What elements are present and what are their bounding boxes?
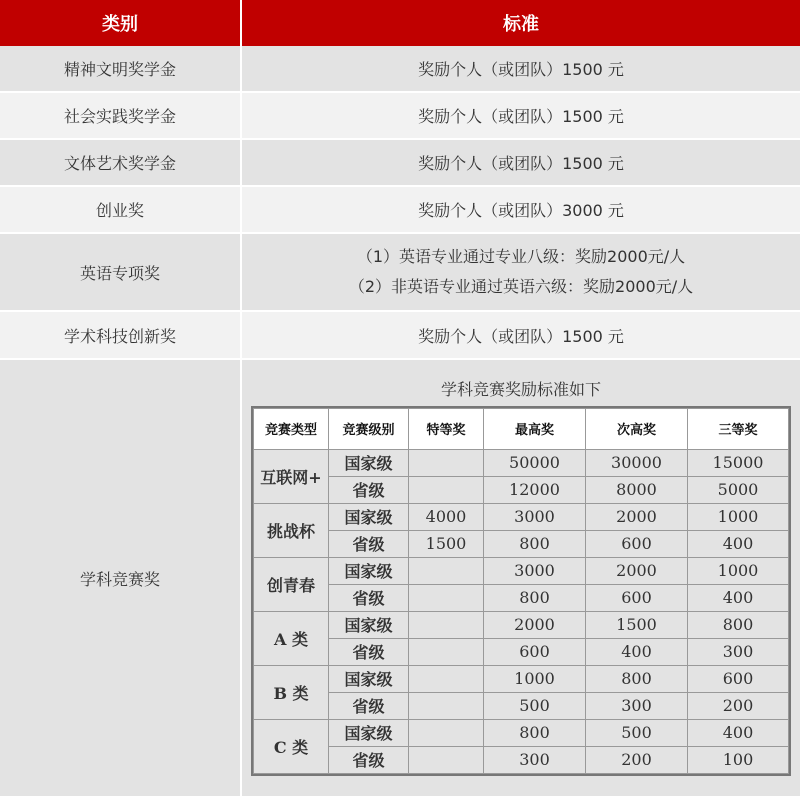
third-prize-cell: 1000: [688, 503, 789, 530]
competition-row: [254, 719, 789, 746]
competition-type-cell: 互联网+: [254, 449, 329, 503]
special-cell: [409, 476, 484, 503]
third-prize-cell: 15000: [688, 449, 789, 476]
header-standard: 标准: [241, 0, 800, 46]
table-row: [0, 359, 800, 797]
level-cell: 国家级: [329, 503, 409, 530]
special-cell: 1500: [409, 530, 484, 557]
competition-row: [254, 638, 789, 665]
standard-line: （2）非英语专业通过英语六级：奖励2000元/人: [348, 277, 694, 296]
special-cell: [409, 692, 484, 719]
competition-row: [254, 611, 789, 638]
col-header-top: 最高奖: [484, 408, 586, 449]
third-prize-cell: 400: [688, 719, 789, 746]
top-prize-cell: 800: [484, 719, 586, 746]
competition-body: [254, 449, 789, 773]
second-prize-cell: 30000: [586, 449, 688, 476]
competition-table-frame: [251, 406, 791, 776]
col-header-third: 三等奖: [688, 408, 789, 449]
category-cell: 精神文明奖学金: [0, 46, 241, 92]
level-cell: 省级: [329, 638, 409, 665]
category-cell: 英语专项奖: [0, 233, 241, 311]
table-header-row: [0, 0, 800, 46]
top-prize-cell: 1000: [484, 665, 586, 692]
top-prize-cell: 12000: [484, 476, 586, 503]
table-row: [0, 92, 800, 139]
second-prize-cell: 2000: [586, 503, 688, 530]
level-cell: 省级: [329, 692, 409, 719]
standard-cell: 奖励个人（或团队）1500 元: [241, 46, 800, 92]
col-header-special: 特等奖: [409, 408, 484, 449]
level-cell: 国家级: [329, 665, 409, 692]
third-prize-cell: 5000: [688, 476, 789, 503]
standard-cell: 奖励个人（或团队）1500 元: [241, 311, 800, 359]
competition-type-cell: 创青春: [254, 557, 329, 611]
competition-row: [254, 692, 789, 719]
top-prize-cell: 3000: [484, 557, 586, 584]
competition-type-cell: B 类: [254, 665, 329, 719]
competition-type-cell: C 类: [254, 719, 329, 773]
third-prize-cell: 400: [688, 584, 789, 611]
special-cell: [409, 665, 484, 692]
standard-cell: 奖励个人（或团队）1500 元: [241, 92, 800, 139]
special-cell: 4000: [409, 503, 484, 530]
category-cell: 社会实践奖学金: [0, 92, 241, 139]
table-row: [0, 46, 800, 92]
third-prize-cell: 400: [688, 530, 789, 557]
special-cell: [409, 746, 484, 773]
competition-table: [253, 408, 789, 774]
top-prize-cell: 800: [484, 584, 586, 611]
third-prize-cell: 800: [688, 611, 789, 638]
level-cell: 国家级: [329, 719, 409, 746]
third-prize-cell: 100: [688, 746, 789, 773]
third-prize-cell: 200: [688, 692, 789, 719]
table-row: [0, 139, 800, 186]
table-row: [0, 311, 800, 359]
competition-row: [254, 557, 789, 584]
top-prize-cell: 3000: [484, 503, 586, 530]
second-prize-cell: 800: [586, 665, 688, 692]
second-prize-cell: 600: [586, 530, 688, 557]
category-cell: 学术科技创新奖: [0, 311, 241, 359]
top-prize-cell: 500: [484, 692, 586, 719]
second-prize-cell: 300: [586, 692, 688, 719]
third-prize-cell: 1000: [688, 557, 789, 584]
top-prize-cell: 800: [484, 530, 586, 557]
competition-title: 学科竞赛奖励标准如下: [440, 379, 601, 399]
competition-row: [254, 449, 789, 476]
standard-cell: 奖励个人（或团队）1500 元: [241, 139, 800, 186]
table-row: [0, 186, 800, 233]
competition-cell: [241, 359, 800, 797]
competition-row: [254, 746, 789, 773]
top-prize-cell: 50000: [484, 449, 586, 476]
competition-type-cell: 挑战杯: [254, 503, 329, 557]
level-cell: 国家级: [329, 449, 409, 476]
second-prize-cell: 400: [586, 638, 688, 665]
competition-row: [254, 530, 789, 557]
second-prize-cell: 2000: [586, 557, 688, 584]
competition-row: [254, 665, 789, 692]
col-header-type: 竞赛类型: [254, 408, 329, 449]
top-prize-cell: 600: [484, 638, 586, 665]
col-header-level: 竞赛级别: [329, 408, 409, 449]
category-cell: 文体艺术奖学金: [0, 139, 241, 186]
competition-row: [254, 503, 789, 530]
top-prize-cell: 300: [484, 746, 586, 773]
col-header-second: 次高奖: [586, 408, 688, 449]
special-cell: [409, 638, 484, 665]
top-prize-cell: 2000: [484, 611, 586, 638]
special-cell: [409, 611, 484, 638]
competition-row: [254, 476, 789, 503]
standard-cell: [241, 233, 800, 311]
level-cell: 省级: [329, 530, 409, 557]
category-cell: 学科竞赛奖: [0, 359, 241, 797]
second-prize-cell: 600: [586, 584, 688, 611]
level-cell: 国家级: [329, 557, 409, 584]
competition-header-row: [254, 408, 789, 449]
third-prize-cell: 600: [688, 665, 789, 692]
competition-type-cell: A 类: [254, 611, 329, 665]
competition-row: [254, 584, 789, 611]
standard-line: （1）英语专业通过专业八级：奖励2000元/人: [356, 247, 686, 266]
special-cell: [409, 557, 484, 584]
second-prize-cell: 200: [586, 746, 688, 773]
level-cell: 国家级: [329, 611, 409, 638]
level-cell: 省级: [329, 746, 409, 773]
special-cell: [409, 719, 484, 746]
header-category: 类别: [0, 0, 241, 46]
table-row: [0, 233, 800, 311]
category-cell: 创业奖: [0, 186, 241, 233]
special-cell: [409, 584, 484, 611]
second-prize-cell: 500: [586, 719, 688, 746]
standard-cell: 奖励个人（或团队）3000 元: [241, 186, 800, 233]
second-prize-cell: 1500: [586, 611, 688, 638]
special-cell: [409, 449, 484, 476]
level-cell: 省级: [329, 476, 409, 503]
level-cell: 省级: [329, 584, 409, 611]
third-prize-cell: 300: [688, 638, 789, 665]
second-prize-cell: 8000: [586, 476, 688, 503]
